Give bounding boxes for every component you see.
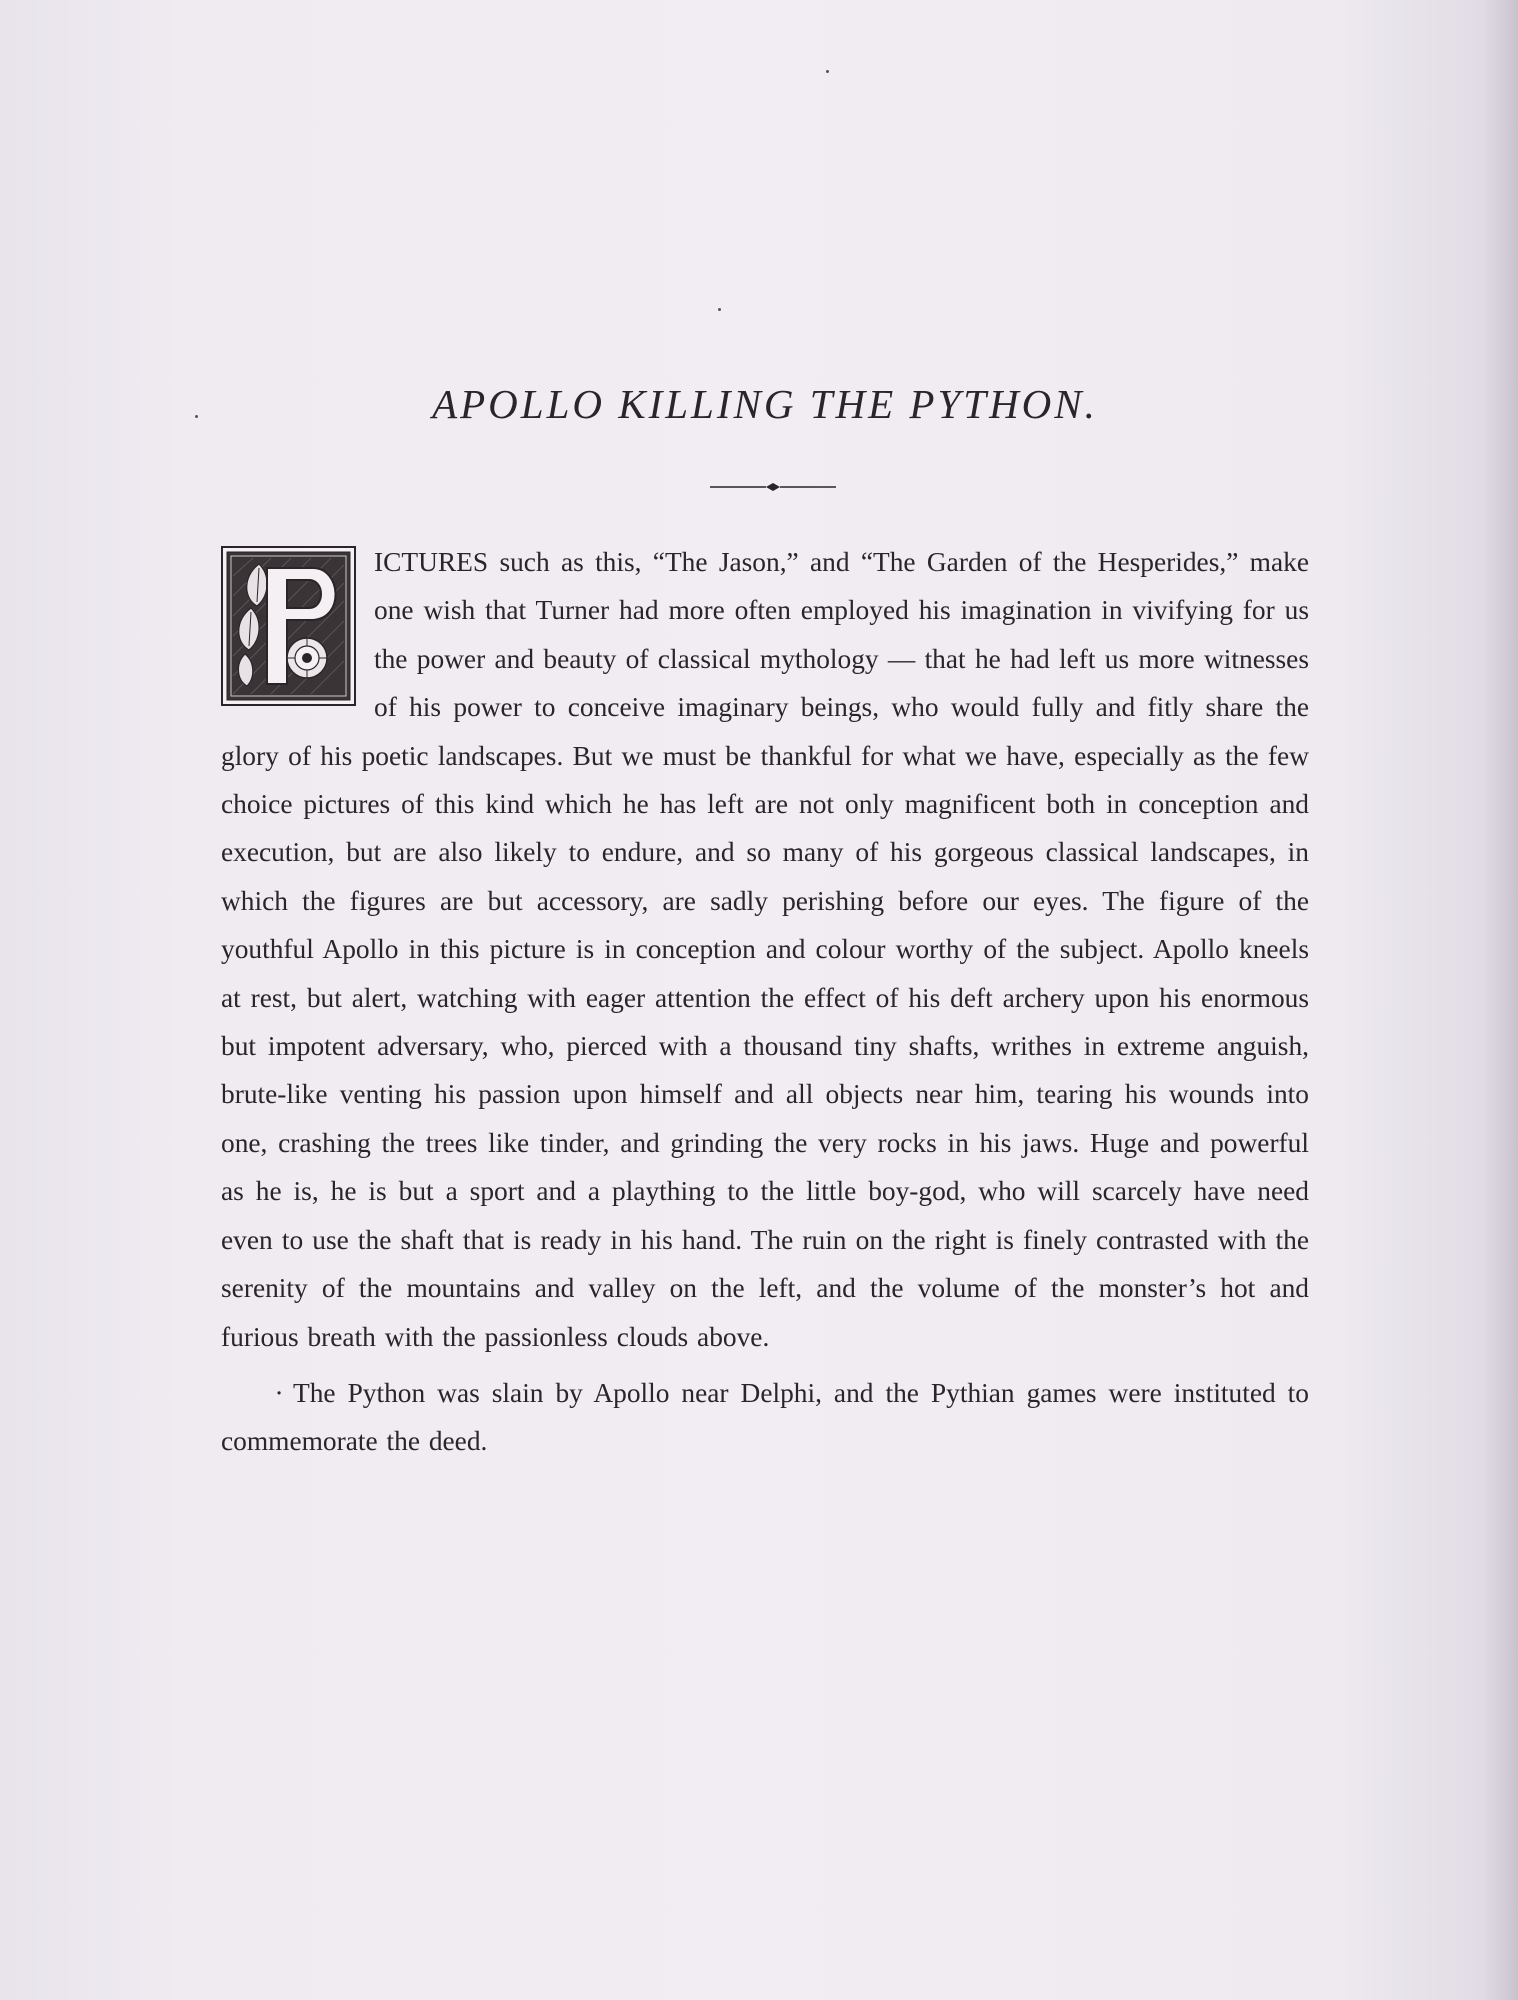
bullet-mark: · (274, 1377, 284, 1408)
article-body (221, 538, 1309, 1466)
paper-speck (718, 308, 721, 311)
paragraph-2-text: The Python was slain by Apollo near Delphi, and the Pythian games were instituted to commemorate the deed. (221, 1377, 1309, 1457)
page-shadow-edge (1484, 0, 1518, 2000)
paper-speck (826, 70, 829, 73)
title-divider-ornament (710, 480, 836, 494)
page-title: APOLLO KILLING THE PYTHON. (432, 381, 1098, 427)
drop-cap-word-rest: ICTURES (374, 547, 489, 577)
paragraph-2 (221, 1361, 1309, 1466)
ornamental-initial-p-icon (221, 546, 356, 706)
paragraph-1 (221, 538, 1309, 1361)
paragraph-1-text: such as this, “The Jason,” and “The Garden of the Hesperides,” make one wish that Turner had more often employed his imagination in vivifying for us the power and beauty of classical mythology — that he had left us more witnesses of his power to conceive imaginary beings, who would fully and fitly share the glory of his poetic landscapes. But we must be thankful for what we have, especially as the few choice pictures of this kind which he has left are not only magnificent both in conception and execution, but are also likely to endure, and so many of his gorgeous classical landscapes, in which the figures are but accessory, are sadly perishing before our eyes. The figure of the youthful Apollo in this picture is in conception and colour worthy of the subject. Apollo kneels at rest, but alert, watching with eager attention the effect of his deft archery upon his enormous but impotent adversary, who, pierced with a thousand tiny shafts, writhes in extreme anguish, brute-like venting his passion upon himself and all objects near him, tearing his wounds into one, crashing the trees like tinder, and grinding the very rocks in his jaws. Huge and powerful as he is, he is but a sport and a plaything to the little boy-god, who will scarcely have need even to use the shaft that is ready in his hand. The ruin on the right is finely contrasted with the serenity of the mountains and valley on the left, and the volume of the monster’s hot and furious breath with the passionless clouds above. (221, 547, 1309, 1352)
